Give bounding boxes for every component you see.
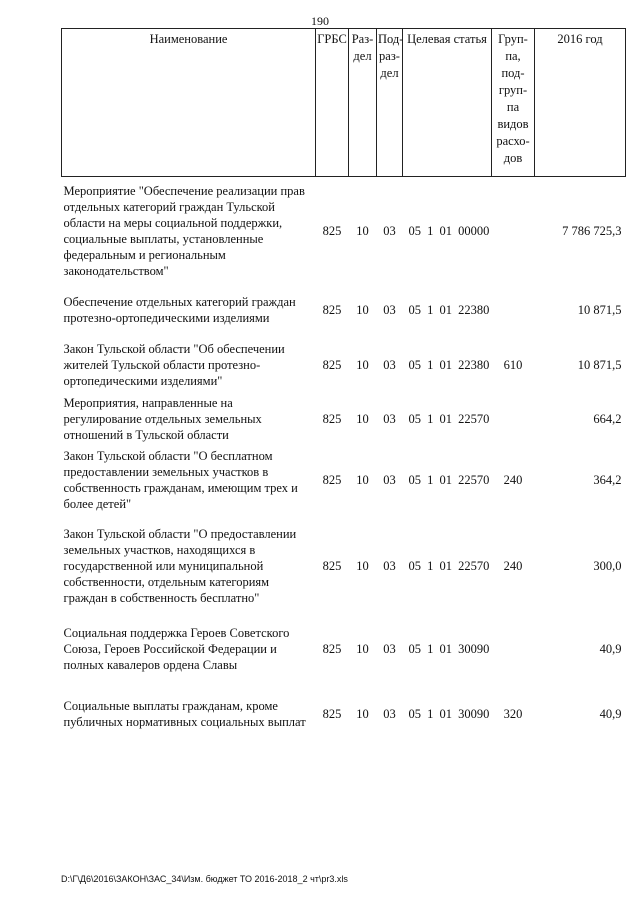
row-podrazdel: 03 (383, 302, 396, 317)
row-grbs: 825 (322, 411, 342, 426)
row-target: 05 1 01 30090 (408, 706, 490, 721)
row-razdel: 10 (356, 223, 369, 238)
header-group: Груп- па, под- груп- па видов расхо- дов (492, 29, 535, 177)
header-name: Наименование (62, 29, 316, 177)
row-group (492, 395, 535, 443)
row-podrazdel: 03 (383, 472, 396, 487)
row-amount: 10 871,5 (577, 357, 622, 372)
row-target: 05 1 01 22380 (408, 357, 490, 372)
table-row (62, 285, 626, 335)
row-razdel: 10 (356, 472, 369, 487)
table-row (62, 615, 626, 683)
row-grbs: 825 (322, 706, 342, 721)
page-number: 190 (311, 14, 329, 28)
row-group: 240 (503, 472, 523, 487)
row-group (492, 285, 535, 335)
footer-file-path: D:\Г\Д6\2016\ЗАКОН\ЗАС_34\Изм. бюджет ТО 2016-2018_2 чт\pr3.xls (61, 874, 348, 884)
row-group (492, 615, 535, 683)
table-row (62, 395, 626, 443)
header-year: 2016 год (535, 29, 626, 177)
row-group: 240 (503, 558, 523, 573)
header-target: Целевая статья (403, 29, 492, 177)
row-amount: 7 786 725,3 (562, 223, 622, 238)
table-row (62, 177, 626, 285)
row-grbs: 825 (322, 641, 342, 656)
row-amount: 664,2 (593, 411, 622, 426)
row-razdel: 10 (356, 357, 369, 372)
header-row (62, 29, 626, 177)
row-name: Социальная поддержка Героев Советского Союза, Героев Российской Федерации и полных кавалеров ордена Славы (63, 625, 290, 672)
row-amount: 40,9 (599, 706, 622, 721)
row-amount: 364,2 (593, 472, 622, 487)
row-podrazdel: 03 (383, 706, 396, 721)
row-target: 05 1 01 22570 (408, 472, 490, 487)
row-name: Социальные выплаты гражданам, кроме публичных нормативных социальных выплат (63, 698, 306, 729)
row-grbs: 825 (322, 558, 342, 573)
row-podrazdel: 03 (383, 558, 396, 573)
row-amount: 40,9 (599, 641, 622, 656)
row-name: Мероприятия, направленные на регулирование отдельных земельных отношений в Тульской области (63, 395, 262, 442)
row-grbs: 825 (322, 357, 342, 372)
table-row (62, 443, 626, 517)
row-amount: 300,0 (593, 558, 622, 573)
row-name: Обеспечение отдельных категорий граждан протезно-ортопедическими изделиями (63, 294, 296, 325)
row-target: 05 1 01 22570 (408, 411, 490, 426)
row-grbs: 825 (322, 223, 342, 238)
table-row (62, 683, 626, 745)
row-target: 05 1 01 00000 (408, 223, 490, 238)
row-razdel: 10 (356, 411, 369, 426)
table-row (62, 335, 626, 395)
row-grbs: 825 (322, 472, 342, 487)
row-podrazdel: 03 (383, 411, 396, 426)
row-razdel: 10 (356, 558, 369, 573)
row-group: 610 (503, 357, 523, 372)
row-group (492, 177, 535, 285)
row-target: 05 1 01 22380 (408, 302, 490, 317)
row-podrazdel: 03 (383, 357, 396, 372)
budget-table (61, 28, 626, 745)
header-razdel: Раз- дел (349, 29, 377, 177)
row-target: 05 1 01 30090 (408, 641, 490, 656)
table-row (62, 517, 626, 615)
row-name: Закон Тульской области "О предоставлении земельных участков, находящихся в государственной или муниципальной собственности, отдельным категориям граждан в собственность бесплатно" (63, 526, 297, 605)
row-name: Мероприятие "Обеспечение реализации прав отдельных категорий граждан Тульской области на меры социальной поддержки, социальные выплаты, установленные федеральным и региональным законодательством" (63, 183, 305, 278)
row-razdel: 10 (356, 302, 369, 317)
header-grbs: ГРБС (316, 29, 349, 177)
row-name: Закон Тульской области "Об обеспечении жителей Тульской области протезно-ортопедическими изделиями" (63, 341, 285, 388)
header-podrazdel: Под- раз- дел (377, 29, 403, 177)
row-group: 320 (503, 706, 523, 721)
row-razdel: 10 (356, 641, 369, 656)
row-podrazdel: 03 (383, 641, 396, 656)
row-name: Закон Тульской области "О бесплатном предоставлении земельных участков в собственность гражданам, имеющим трех и более детей" (63, 448, 298, 511)
row-amount: 10 871,5 (577, 302, 622, 317)
row-target: 05 1 01 22570 (408, 558, 490, 573)
row-grbs: 825 (322, 302, 342, 317)
row-razdel: 10 (356, 706, 369, 721)
row-podrazdel: 03 (383, 223, 396, 238)
